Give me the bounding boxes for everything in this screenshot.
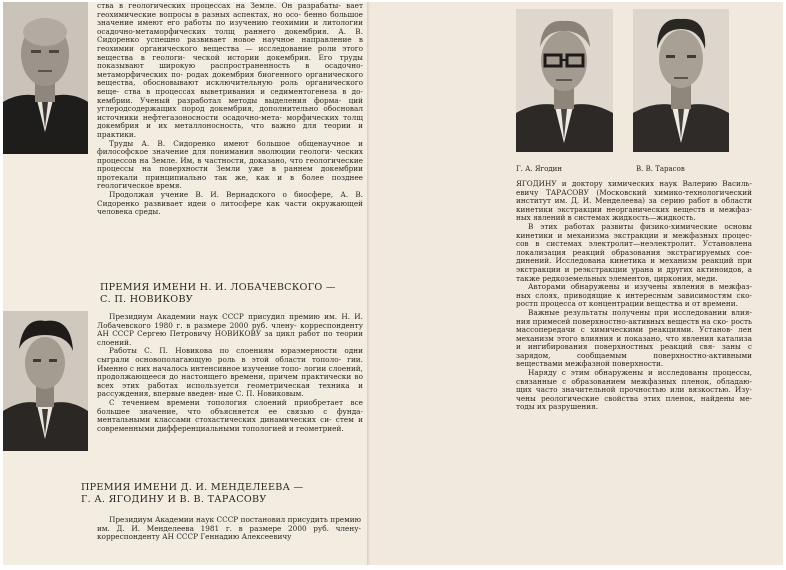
- heading-line: ПРЕМИЯ ИМЕНИ Н. И. ЛОБАЧЕВСКОГО —: [100, 282, 336, 293]
- paragraph: Президиум Академии наук СССР постановил присудить премию им. Д. И. Менделеева 1981 г. в размере 2000 руб. члену-корреспонденту АН СССР Геннадию Алексеевичу: [97, 515, 361, 542]
- portrait-novikov: [3, 311, 88, 451]
- heading-lobachevsky-prize: [100, 282, 366, 306]
- heading-line: С. П. НОВИКОВУ: [100, 294, 194, 305]
- paragraph: Важные результаты получены при исследовании влия- ния примесей поверхностно-активных веществ на ско- рость массопередачи с химическими реакциями. Установ- лен механизм этого влияния и показано, что явления катализа и ингибирования поверхностных реакций свя- заны с зарядом, сообщаемым поверхностно-активными веществами межфазной поверхности.: [516, 307, 752, 369]
- caption-yagodin: Г. А. Ягодин: [516, 165, 563, 173]
- paragraph: Авторами обнаружены и изучены явления в межфаз- ных слоях, приводящие к интересным зависимостям ско- ростп процесса от концентрации вещества и от времени.: [516, 282, 752, 309]
- paragraph: С течением времени топология слоений приобретает все большее значение, что объясняется ее связью с фунда- ментальными классами стохастических динамических си- стем и современными дифференциальными топологией и геометрией.: [97, 397, 363, 433]
- caption-tarasov: В. В. Тарасов: [636, 165, 685, 173]
- paragraph: Работы С. П. Новикова по слоениям юраэмерности одни сыграли основополагающую роль в этой области тополо- гии. Именно с них началось интенсивное изучение топо- логии слоений, продолжающееся до настоящего времени, причем практически во всех этих работах используется геометрическая техника и рассуждения, впервые введен- ные С. П. Новиковым.: [97, 346, 363, 399]
- paragraph: Продолжая учение В. И. Вернадского о биосфере, А. В. Сидоренко развивает идеи о литосфере как части окружающей человека среды.: [97, 190, 363, 217]
- body-text-mendeleev-continued: [516, 180, 752, 412]
- right-page: [370, 2, 783, 565]
- paragraph: ЯГОДИНУ и доктору химических наук Валерию Василь- евичу ТАРАСОВУ (Московский химико-технологический институт им. Д. И. Менделеева) за серию работ в области кинетики экстракции неорганических веществ и межфаз- ных явлений в системах жидкость—жидкость.: [516, 179, 752, 223]
- portrait-sidorenko: [3, 2, 88, 154]
- paragraph: Президиум Академии наук СССР присудил премию им. Н. И. Лобачевского 1980 г. в размере 2000 руб. члену- корреспонденту АН СССР Сергею Петровичу НОВИКОВУ за цикл работ по теории слоений.: [97, 312, 363, 347]
- heading-line: ПРЕМИЯ ИМЕНИ Д. И. МЕНДЕЛЕЕВА —: [81, 482, 304, 493]
- paragraph: В этих работах развиты физико-химические основы кинетики и механизма экстракции и межфазных процес- сов в системах электролит—неэлектролит. Установлена локализация реакций образования экстрагируемых сое- динений. Исследована кинетика и механизм реакций при экстракции и реэкстракции урана и других актиноидов, а также редкоземельных элементов, циркония, меди.: [516, 221, 752, 283]
- paragraph: Труды А. В. Сидоренко имеют большое общенаучное и философское значение для понимания эволюции геологи- ческих процессов на Земле. Им, в частности, доказано, что геологические процессы на поверхности Земли уже в раннем докембрии протекали принципиально так же, как и в более позднее геологическое время.: [97, 138, 363, 191]
- left-page: [3, 2, 370, 565]
- body-text-sidorenko: [97, 2, 363, 217]
- body-text-novikov: [97, 313, 363, 433]
- paragraph: ства в геологических процессах на Земле. Он разрабаты- вает геохимические вопросы в разных аспектах, но осо- бенно большое значение имеют его работы по изучению геохимии и литологии осадочно-метаморфических толщ раннего докембрия. А. В. Сидоренко успешно развивает новое научное направление в геохимии органического вещества — исследование роли этого вещества в геологи- ческой истории докембрия. Его труды показывают широкую распространенность в осадочно-метаморфических по- родах докембрия биогенного органического вещества, обосновывают исключительную роль органического веще- ства в процессах выветривания и седиментогенеза в до- кембрии. Ученый разработал методы выделения форма- ций углеродсодержащих пород докембрия, дополнительно обосновал источники нефтегазоносности осадочно-мета- морфических толщ докембрия и их металлоносность, что важно для теории и практики.: [97, 2, 363, 139]
- portrait-yagodin: [516, 9, 613, 152]
- body-text-mendeleev: [97, 516, 361, 542]
- paragraph: Наряду с этим обнаружены и исследованы процессы, связанные с образованием межфазных пленок, обладаю- щих часто значительной прочностью или вязкостью. Изу- чены реологические свойства этих пленок, найдены ме- тоды их разрушения.: [516, 368, 752, 412]
- portrait-tarasov: [633, 9, 729, 152]
- heading-line: Г. А. ЯГОДИНУ И В. В. ТАРАСОВУ: [81, 494, 267, 505]
- heading-mendeleev-prize: [81, 482, 361, 506]
